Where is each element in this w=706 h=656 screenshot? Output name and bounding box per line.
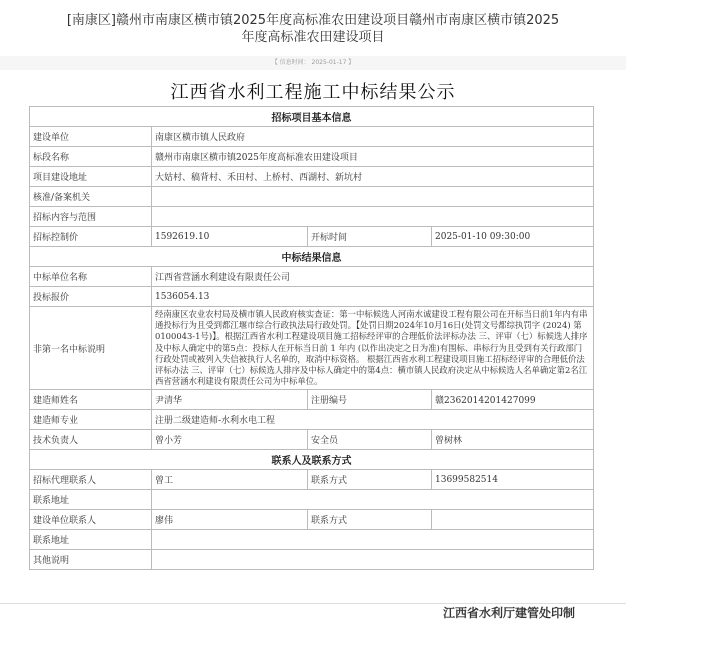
winner-label: 中标单位名称 [30,267,152,287]
header-title-line1: [南康区]赣州市南康区横市镇2025年度高标准农田建设项目赣州市南康区横市镇2025 [66,13,560,28]
architect-name-value: 尹清华 [152,390,308,410]
tech-lead-value: 曾小芳 [152,430,308,450]
reg-no-value: 赣2362014201427099 [432,390,594,410]
architect-major-value: 注册二级建造师-水利水电工程 [152,410,594,430]
architect-major-label: 建造师专业 [30,410,152,430]
table-row [30,550,594,570]
agent-addr-label: 联系地址 [30,490,152,510]
control-price-value: 1592619.10 [152,227,308,247]
publish-date: 【 信息时间： 2025-01-17 】 [0,56,626,70]
header-title-line2: 年度高标准农田建设项目 [241,30,385,45]
control-price-label: 招标控制价 [30,227,152,247]
builder-phone-value [432,510,594,530]
open-time-label: 开标时间 [308,227,432,247]
result-table [29,106,594,570]
bid-price-value: 1536054.13 [152,287,594,307]
builder-label: 建设单位 [30,127,152,147]
table-row [30,127,594,147]
builder-contact-label: 建设单位联系人 [30,510,152,530]
section-row-basic [30,107,594,127]
table-row [30,187,594,207]
scope-label: 招标内容与范围 [30,207,152,227]
scope-value [152,207,594,227]
table-row [30,430,594,450]
approval-label: 核准/备案机关 [30,187,152,207]
agent-contact-value: 曾工 [152,470,308,490]
table-row [30,490,594,510]
table-row [30,470,594,490]
section-header-contact: 联系人及联系方式 [30,450,594,470]
safety-label: 安全员 [308,430,432,450]
tech-lead-label: 技术负责人 [30,430,152,450]
builder-value: 南康区横市镇人民政府 [152,127,594,147]
builder-contact-value: 廖伟 [152,510,308,530]
approval-value [152,187,594,207]
section-name-value: 赣州市南康区横市镇2025年度高标准农田建设项目 [152,147,594,167]
table-row [30,390,594,410]
address-value: 大姑村、稿背村、禾田村、上桥村、西湖村、新坑村 [152,167,594,187]
agent-addr-value [152,490,594,510]
winner-value: 江西省营涵水利建设有限责任公司 [152,267,594,287]
reg-no-label: 注册编号 [308,390,432,410]
table-row [30,410,594,430]
table-row [30,207,594,227]
agent-contact-label: 招标代理联系人 [30,470,152,490]
builder-addr-label: 联系地址 [30,530,152,550]
table-row [30,267,594,287]
section-row-result [30,247,594,267]
bid-price-label: 投标报价 [30,287,152,307]
other-label: 其他说明 [30,550,152,570]
footer-printer: 江西省水利厅建管处印制 [443,606,576,620]
open-time-value: 2025-01-10 09:30:00 [432,227,594,247]
table-row [30,307,594,390]
other-value [152,550,594,570]
table-row [30,167,594,187]
builder-phone-label: 联系方式 [308,510,432,530]
table-row [30,510,594,530]
reason-text: 经南康区农业农村局及横市镇人民政府核实查证：第一中标候选人河南水诚建设工程有限公司在开标当日前1年内有串通投标行为且受到都江堰市综合行政执法局行政处罚。【处罚日期2024年10月16日(处罚文号都综执罚字 (2024) 第 0100043-1号)】。根据江西省水利工程建设项目施工招标经评审的合理低价法评标办法 三、评审（七）标候选人排序及中标人确定中的第5点：投标人在开标当日前 1 年内 (以作出决定之日为准)有围标、串标行为且受到有关行政部门行政处罚或被列入失信被执行人名单的，取消中标资格。 根据江西省水利工程建设项目施工招标经评审的合理低价法评标办法 三、评审（七）标候选人排序及中标人确定中的第4点：横市镇人民政府决定从中标候选人名单确定第2名江西省营涵水利建设有限责任公司为中标单位。 [152,307,594,390]
section-row-contact [30,450,594,470]
table-row [30,530,594,550]
agent-phone-value: 13699582514 [432,470,594,490]
reason-label: 非第一名中标说明 [30,307,152,390]
section-header-result: 中标结果信息 [30,247,594,267]
section-header-basic: 招标项目基本信息 [30,107,594,127]
announcement-title: 江西省水利工程施工中标结果公示 [170,82,456,103]
table-row [30,287,594,307]
address-label: 项目建设地址 [30,167,152,187]
agent-phone-label: 联系方式 [308,470,432,490]
table-row [30,227,594,247]
section-name-label: 标段名称 [30,147,152,167]
table-row [30,147,594,167]
page-header-title [0,12,626,46]
safety-value: 曾树林 [432,430,594,450]
architect-name-label: 建造师姓名 [30,390,152,410]
builder-addr-value [152,530,594,550]
